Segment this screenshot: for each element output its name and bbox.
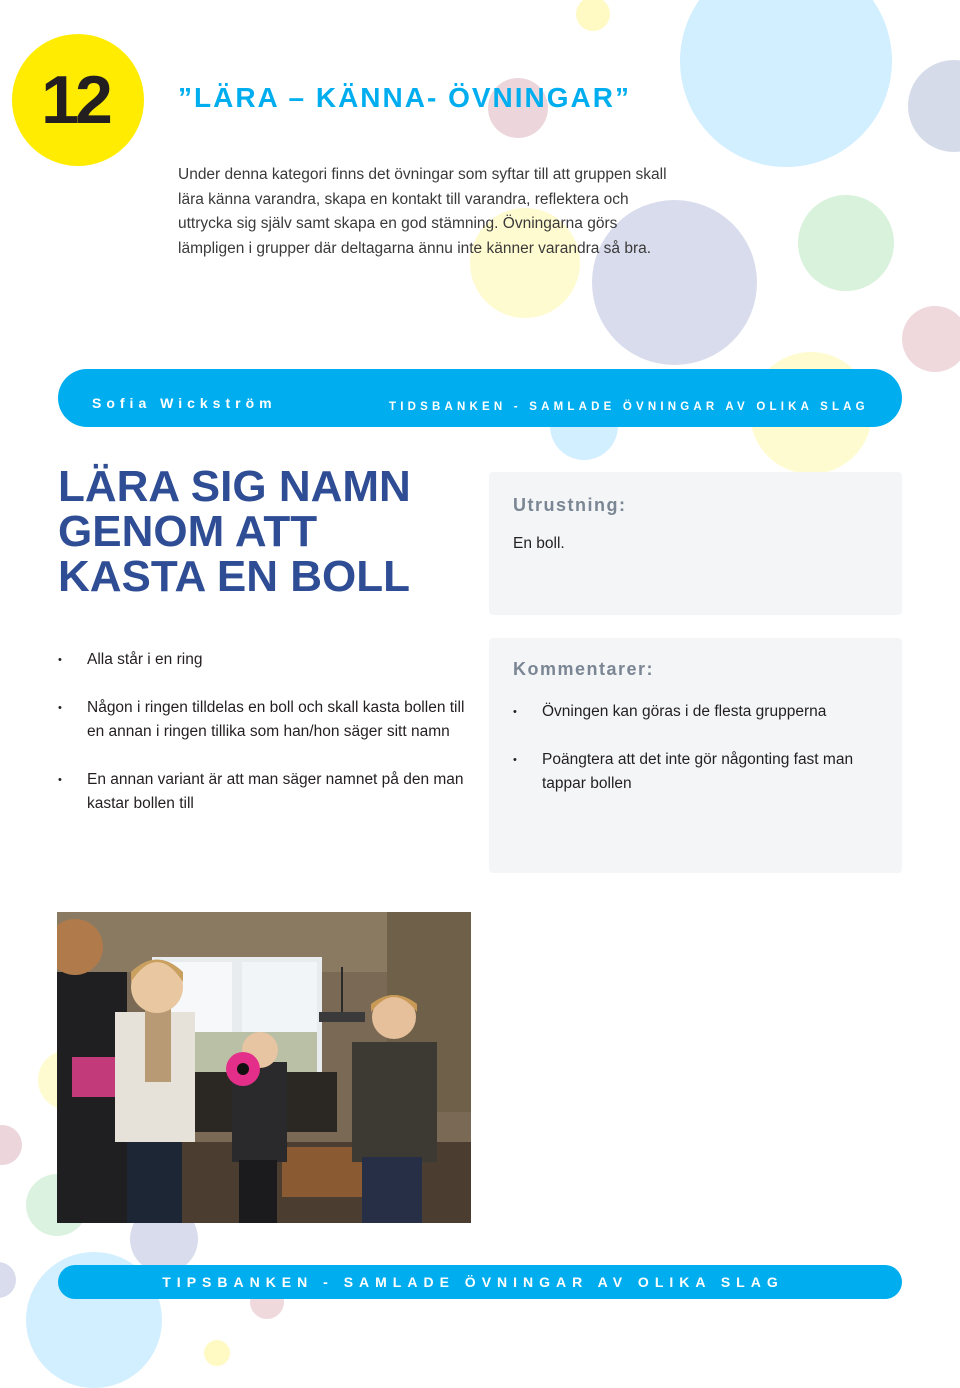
category-title: ”LÄRA – KÄNNA- ÖVNINGAR” <box>178 82 631 113</box>
footer-series-title: TIPSBANKEN - SAMLADE ÖVNINGAR AV OLIKA SLAG <box>162 1274 784 1290</box>
steps-list <box>58 648 468 840</box>
decor-circle <box>0 1262 16 1298</box>
decor-circle <box>798 195 894 291</box>
list-item: • En annan variant är att man säger namnet på den man kastar bollen till <box>58 768 468 817</box>
exercise-title-line: LÄRA SIG NAMN <box>58 462 411 511</box>
list-item: • Någon i ringen tilldelas en boll och skall kasta bollen till en annan i ringen tillika som han/hon säger sitt namn <box>58 696 468 745</box>
footer-bar <box>58 1265 902 1299</box>
header-bar <box>58 369 902 427</box>
comments-heading: Kommentarer: <box>513 659 655 679</box>
list-item: • Övningen kan göras i de flesta grupperna <box>513 700 883 725</box>
comments-panel <box>489 638 902 873</box>
exercise-title-line: KASTA EN BOLL <box>58 552 410 601</box>
header-series-title: TIDSBANKEN - SAMLADE ÖVNINGAR AV OLIKA SLAG <box>389 401 869 413</box>
intro-text: Under denna kategori finns det övningar som syftar till att gruppen skall lära känna varandra, skapa en kontakt till varandra, reflektera och uttrycka sig själv samt skapa en god stämning. Övningarna görs lämpligen i grupper där deltagarna ännu inte känner varandra så bra. <box>178 166 667 257</box>
decor-circle <box>680 0 892 167</box>
equipment-heading: Utrustning: <box>513 495 627 515</box>
list-item: • Poängtera att det inte gör någonting fast man tappar bollen <box>513 748 883 797</box>
author-name: Sofia Wickström <box>92 395 277 411</box>
list-item: • Alla står i en ring <box>58 648 468 673</box>
decor-circle <box>576 0 610 31</box>
page-number: 12 <box>41 62 109 138</box>
decor-circle <box>908 60 960 152</box>
decor-circle <box>204 1340 230 1366</box>
page-number-badge <box>12 34 144 166</box>
equipment-panel <box>489 472 902 615</box>
exercise-title <box>58 464 411 599</box>
decor-circle <box>902 306 960 372</box>
decor-circle <box>0 1125 22 1165</box>
equipment-text: En boll. <box>513 535 565 552</box>
exercise-photo <box>57 912 471 1223</box>
comments-list <box>513 700 883 820</box>
exercise-title-line: GENOM ATT <box>58 507 318 556</box>
